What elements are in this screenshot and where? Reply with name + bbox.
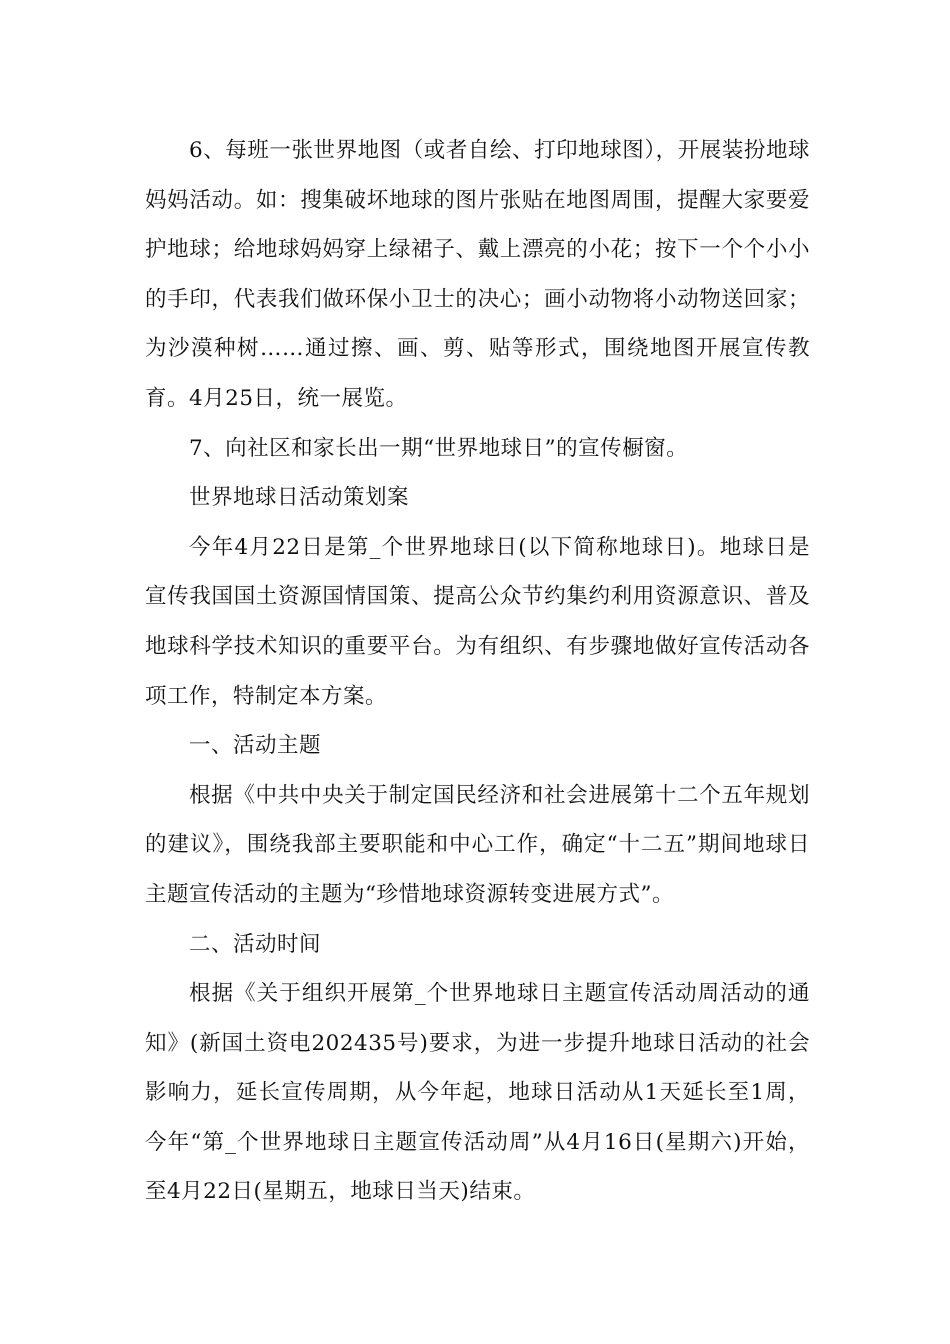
heading-activity-time: 二、活动时间 (189, 931, 322, 957)
heading-activity-theme: 一、活动主题 (189, 733, 322, 759)
intro-paragraph: 今年4月22日是第_个世界地球日(以下简称地球日)。地球日是宣传我国国土资源国情国策、提高公众节约集约利用资源意识、普及地球科学技术知识的重要平台。为有组织、有步骤地做好宣传活动各项工作，特制定本方案。 (145, 534, 810, 709)
theme-paragraph: 根据《中共中央关于制定国民经济和社会进展第十二个五年规划的建议》，围绕我部主要职能和中心工作，确定“十二五”期间地球日主题宣传活动的主题为“珍惜地球资源转变进展方式”。 (145, 782, 810, 907)
section-title: 世界地球日活动策划案 (189, 485, 410, 511)
paragraph-item-6: 6、每班一张世界地图（或者自绘、打印地球图），开展装扮地球妈妈活动。如：搜集破坏地球的图片张贴在地图周围，提醒大家要爱护地球；给地球妈妈穿上绿裙子、戴上漂亮的小花；按下一个个小小的手印，代表我们做环保小卫士的决心；画小动物将小动物送回家；为沙漠种树……通过擦、画、剪、贴等形式，围绕地图开展宣传教育。4月25日，统一展览。 (145, 138, 810, 411)
document-body (145, 126, 810, 1217)
paragraph-item-7: 7、向社区和家长出一期“世界地球日”的宣传橱窗。 (189, 435, 689, 461)
time-paragraph: 根据《关于组织开展第_个世界地球日主题宣传活动周活动的通知》(新国土资电202435号)要求，为进一步提升地球日活动的社会影响力，延长宣传周期，从今年起，地球日活动从1天延长至1周，今年“第_个世界地球日主题宣传活动周”从4月16日(星期六)开始，至4月22日(星期五，地球日当天)结束。 (145, 981, 810, 1205)
